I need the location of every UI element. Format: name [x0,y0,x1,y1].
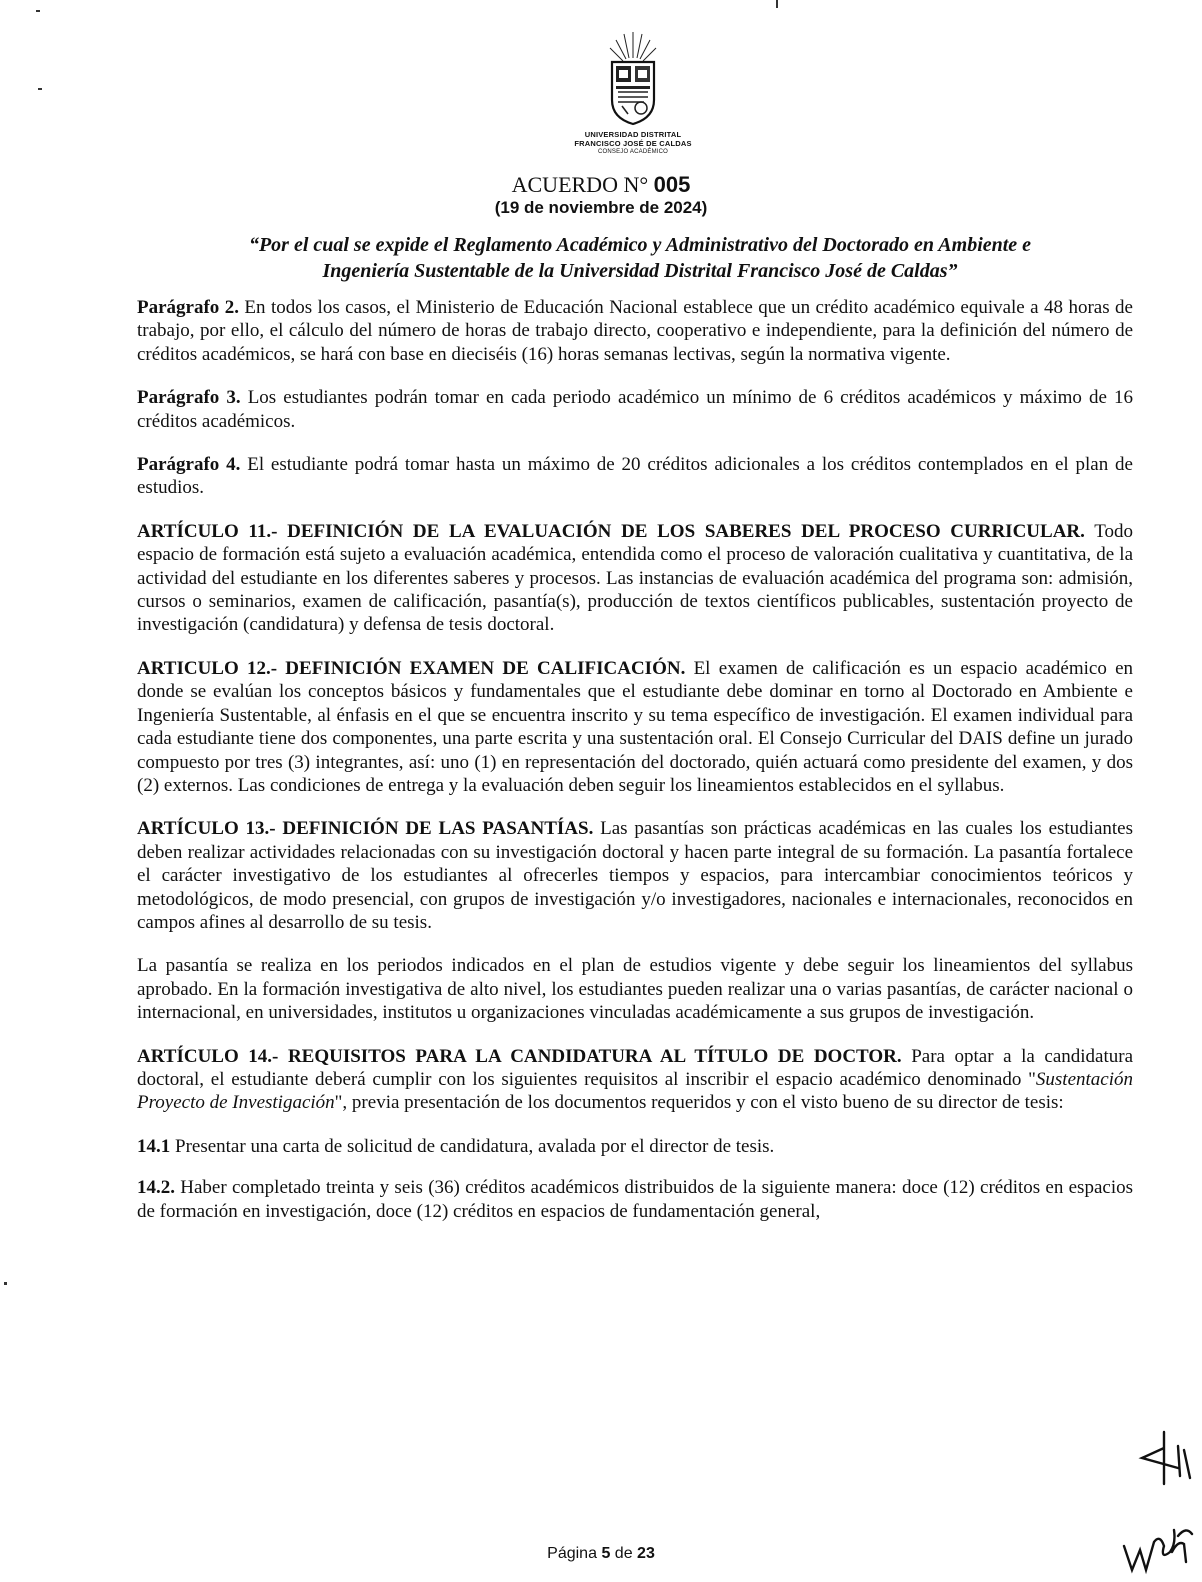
page-prefix: Página [547,1545,597,1562]
article-13-heading: ARTÍCULO 13.- DEFINICIÓN DE LAS PASANTÍAS. [137,818,594,840]
paragraph-3-heading: Parágrafo 3. [137,387,241,409]
article-13-continued: La pasantía se realiza en los periodos indicados en el plan de estudios vigente y debe seguir los lineamientos del syllabus aprobado. En la formación investigativa de alto nivel, los estudiantes pueden realizar una o varias pasantías, de carácter nacional o internacional, en universidades, institutos u organizaciones vinculadas académicamente a sus grupos de investigación. [137,955,1133,1024]
document-subject [140,232,1140,284]
acuerdo-number: 005 [653,172,691,197]
university-seal-icon [604,30,662,126]
item-14-2-text: Haber completado treinta y seis (36) créditos académicos distribuidos de la siguiente manera: doce (12) créditos en espacios de formación en investigación, doce (12) créditos en espacios de fundamentación general, [137,1177,1133,1222]
scan-speck [4,1282,7,1285]
item-14-1-number: 14.1 [137,1135,171,1157]
scan-speck [36,10,40,12]
article-14-text: Para optar a la candidatura doctoral, el estudiante deberá cumplir con los siguientes requisitos al inscribir el espacio académico denominado " [137,1045,1133,1090]
scan-speck [38,88,42,90]
acuerdo-label: ACUERDO N° [511,172,649,197]
page-current: 5 [601,1545,611,1562]
paragraph-4-heading: Parágrafo 4. [137,454,241,476]
document-body [137,296,1133,1243]
article-12 [137,657,1133,797]
item-14-2-number: 14.2. [137,1177,175,1199]
document-title [0,172,1202,198]
article-14-heading: ARTÍCULO 14.- REQUISITOS PARA LA CANDIDATURA AL TÍTULO DE DOCTOR. [137,1045,902,1067]
article-13 [137,817,1133,934]
institution-line-3: CONSEJO ACADÉMICO [597,149,669,155]
article-14-course-name: Sustentación Proyecto de Investigación [137,1068,1133,1114]
scan-speck [776,0,778,8]
paragraph-3 [137,386,1133,433]
article-11 [137,520,1133,637]
institution-line-2: FRANCISCO JOSÉ DE CALDAS [574,139,692,148]
item-14-2 [137,1176,1133,1223]
article-14 [137,1045,1133,1115]
item-14-1-text: Presentar una carta de solicitud de candidatura, avalada por el director de tesis. [170,1135,775,1157]
institution-line-1: UNIVERSIDAD DISTRITAL [584,130,682,139]
subject-line-2: Ingeniería Sustentable de la Universidad Distrital Francisco José de Caldas” [322,260,958,282]
handwritten-initial-icon [1134,1428,1194,1490]
page-total: 23 [637,1545,655,1562]
article-11-heading: ARTÍCULO 11.- DEFINICIÓN DE LA EVALUACIÓN DE LOS SABERES DEL PROCESO CURRICULAR. [137,520,1085,542]
paragraph-4-text: El estudiante podrá tomar hasta un máximo de 20 créditos adicionales a los créditos contemplados en el plan de estudios. [137,454,1133,499]
article-13-text: Las pasantías son prácticas académicas en las cuales los estudiantes deben realizar actividades relacionadas con su investigación doctoral y hacen parte integral de su formación. La pasantía fortalece el carácter investigativo de los estudiantes al ofrecerles tiempos y espacios, para intercambiar conocimientos teóricos y metodológicos, de modo presencial, con grupos de investigación y/o investigadores, nacionales e internacionales, reconocidos en campos afines al desarrollo de su tesis. [137,818,1133,933]
article-12-text: El examen de calificación es un espacio académico en donde se evalúan los conceptos básicos y fundamentales que el estudiante debe dominar en torno al Doctorado en Ambiente e Ingeniería Sustentable, al énfasis en el que se encuentra inscrito y su tema específico de investigación. El examen individual para cada estudiante tiene dos componentes, una parte escrita y una sustentación oral. El Consejo Curricular del DAIS define un jurado compuesto por tres (3) integrantes, así: uno (1) en representación del doctorado, quién actuará como presidente del examen, y dos (2) externos. Las condiciones de entrega y la evaluación deben seguir los lineamientos establecidos en el syllabus. [137,657,1133,796]
article-14-text-end: ", previa presentación de los documentos requeridos y con el visto bueno de su director de tesis: [334,1092,1064,1114]
page-number [0,1545,1202,1563]
institution-name [540,130,726,157]
item-14-1 [137,1135,1133,1158]
document-date: (19 de noviembre de 2024) [494,198,708,217]
page-of: de [614,1545,633,1562]
paragraph-4 [137,453,1133,500]
paragraph-2 [137,296,1133,366]
paragraph-3-text: Los estudiantes podrán tomar en cada periodo académico un mínimo de 6 créditos académicos y máximo de 16 créditos académicos. [137,387,1133,432]
paragraph-2-heading: Parágrafo 2. [137,297,239,318]
article-11-text: Todo espacio de formación está sujeto a evaluación académica, entendida como el proceso de valoración cualitativa y cuantitativa, de la actividad del estudiante en los diferentes saberes y procesos. Las instancias de evaluación académica del programa son: admisión, cursos o seminarios, examen de calificación, pasantía(s), producción de textos científicos publicables, sustentación proyecto de investigación (candidatura) y defensa de tesis doctoral. [137,520,1133,636]
article-12-heading: ARTICULO 12.- DEFINICIÓN EXAMEN DE CALIFICACIÓN. [137,657,686,679]
paragraph-2-text: En todos los casos, el Ministerio de Educación Nacional establece que un crédito académico equivale a 48 horas de trabajo, por ello, el cálculo del número de horas de trabajo directo, cooperativo e independiente, para la definición del número de créditos académicos, se hará con base en dieciséis (16) horas semanas lectivas, según la normativa vigente. [137,297,1133,365]
subject-line-1: “Por el cual se expide el Reglamento Académico y Administrativo del Doctorado en Ambiente e [248,234,1032,256]
handwritten-signature-icon [1120,1516,1194,1576]
